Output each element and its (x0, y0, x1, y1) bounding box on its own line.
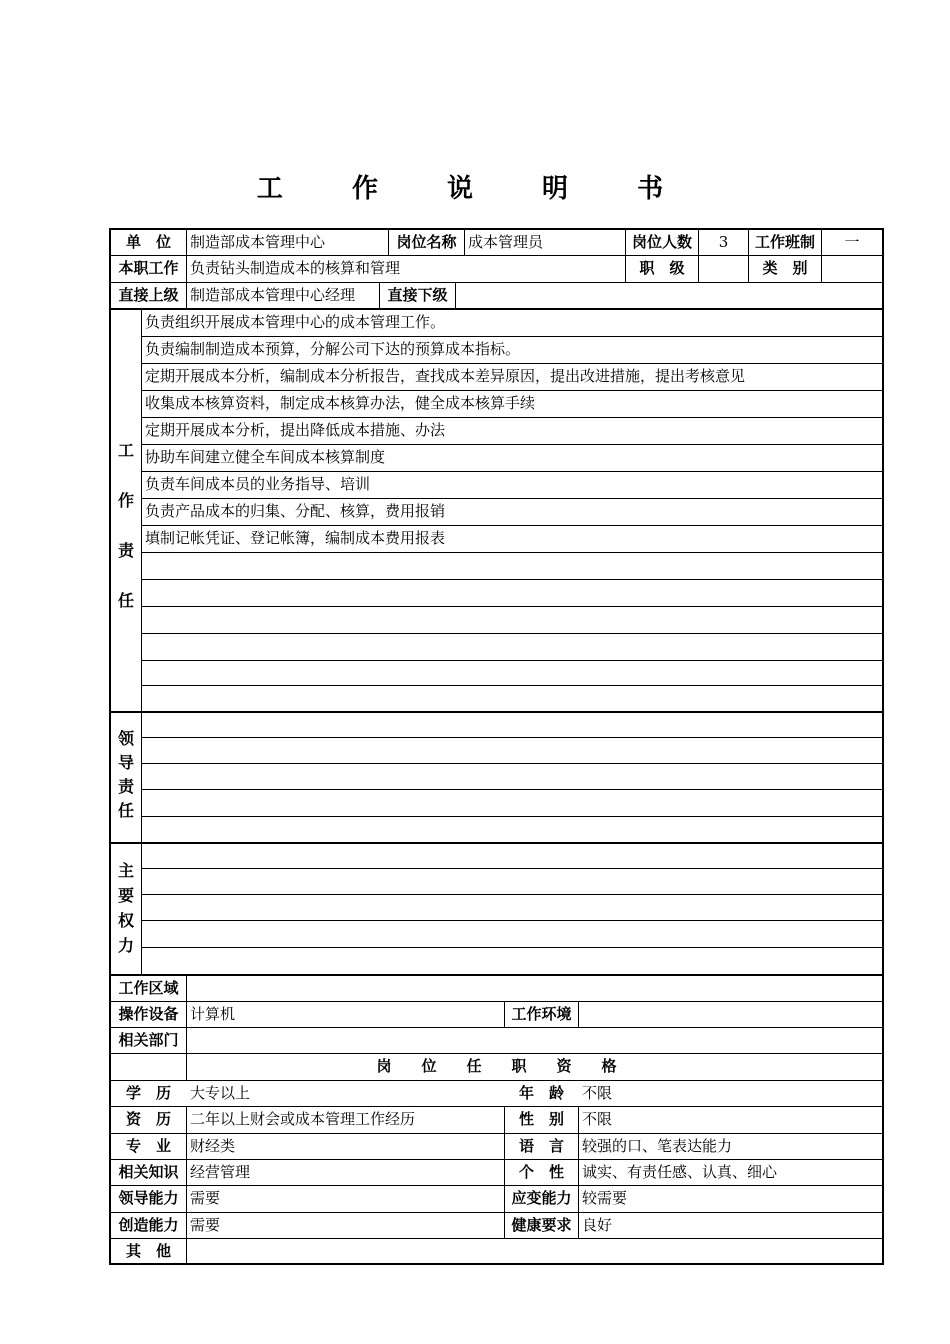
personality-value: 诚实、有责任感、认真、细心 (582, 1163, 778, 1181)
other-value (187, 1239, 882, 1263)
post-name-label: 岗位名称 (396, 233, 457, 251)
environment-label: 工作环境 (511, 1005, 572, 1023)
major-label: 专 业 (125, 1137, 171, 1155)
unit-value: 制造部成本管理中心 (190, 233, 326, 251)
equipment-value: 计算机 (190, 1005, 236, 1023)
subordinate-value (456, 283, 882, 308)
duties-section-label: 工 作 责 任 (117, 441, 134, 610)
headcount-label: 岗位人数 (631, 233, 692, 251)
experience-label: 资 历 (125, 1110, 171, 1128)
gender-label: 性 别 (518, 1110, 564, 1128)
page-title: 工 作 说 明 书 (256, 174, 694, 204)
work-area-value (187, 976, 882, 1001)
experience-value: 二年以上财会或成本管理工作经历 (190, 1110, 416, 1128)
job-description-form (109, 228, 884, 1265)
leadership-ability-value: 需要 (190, 1189, 221, 1207)
duty-item: 协助车间建立健全车间成本核算制度 (145, 448, 386, 466)
rank-label: 职 级 (639, 259, 685, 277)
duty-item: 负责车间成本员的业务指导、培训 (145, 475, 371, 493)
duty-item: 收集成本核算资料，制定成本核算办法，健全成本核算手续 (145, 394, 536, 412)
education-label: 学 历 (125, 1084, 171, 1102)
knowledge-value: 经营管理 (190, 1163, 251, 1181)
qualifications-heading: 岗 位 任 职 资 格 (376, 1057, 617, 1075)
environment-value (579, 1002, 882, 1027)
shift-label: 工作班制 (754, 233, 815, 251)
language-value: 较强的口、笔表达能力 (582, 1137, 733, 1155)
age-value: 不限 (582, 1084, 613, 1102)
personality-label: 个 性 (518, 1163, 564, 1181)
other-label: 其 他 (125, 1242, 171, 1260)
health-value: 良好 (582, 1216, 613, 1234)
adaptability-value: 较需要 (582, 1189, 628, 1207)
category-value (822, 256, 882, 282)
duty-item: 定期开展成本分析，提出降低成本措施、办法 (145, 421, 446, 439)
gender-value: 不限 (582, 1110, 613, 1128)
work-area-label: 工作区域 (118, 979, 179, 997)
major-value: 财经类 (190, 1137, 236, 1155)
creativity-value: 需要 (190, 1216, 221, 1234)
education-value: 大专以上 (190, 1084, 251, 1102)
category-label: 类 别 (762, 259, 808, 277)
powers-section-label: 主 要 权 力 (117, 861, 134, 955)
knowledge-label: 相关知识 (118, 1163, 179, 1181)
shift-value: 一 (844, 233, 860, 251)
superior-label: 直接上级 (118, 286, 179, 304)
duty-item: 定期开展成本分析，编制成本分析报告，查找成本差异原因，提出改进措施，提出考核意见 (145, 367, 746, 385)
unit-label: 单 位 (125, 233, 171, 251)
adaptability-label: 应变能力 (511, 1189, 572, 1207)
age-label: 年 龄 (518, 1084, 564, 1102)
leadership-section-label: 领 导 责 任 (117, 729, 134, 820)
leadership-ability-label: 领导能力 (118, 1189, 179, 1207)
health-label: 健康要求 (511, 1216, 572, 1234)
subordinate-label: 直接下级 (387, 286, 448, 304)
headcount-value: 3 (718, 233, 729, 251)
main-duty-value: 负责钻头制造成本的核算和管理 (190, 259, 401, 277)
creativity-label: 创造能力 (118, 1216, 179, 1234)
duty-item: 负责编制制造成本预算，分解公司下达的预算成本指标。 (145, 340, 521, 358)
duty-item: 负责组织开展成本管理中心的成本管理工作。 (145, 313, 446, 331)
main-duty-label: 本职工作 (118, 259, 179, 277)
superior-value: 制造部成本管理中心经理 (190, 286, 356, 304)
related-dept-label: 相关部门 (118, 1031, 179, 1049)
language-label: 语 言 (518, 1137, 564, 1155)
related-dept-value (187, 1028, 882, 1053)
post-name-value: 成本管理员 (468, 233, 544, 251)
duty-item: 填制记帐凭证、登记帐簿，编制成本费用报表 (145, 529, 446, 547)
rank-value (699, 256, 748, 282)
equipment-label: 操作设备 (118, 1005, 179, 1023)
duty-item: 负责产品成本的归集、分配、核算，费用报销 (145, 502, 446, 520)
